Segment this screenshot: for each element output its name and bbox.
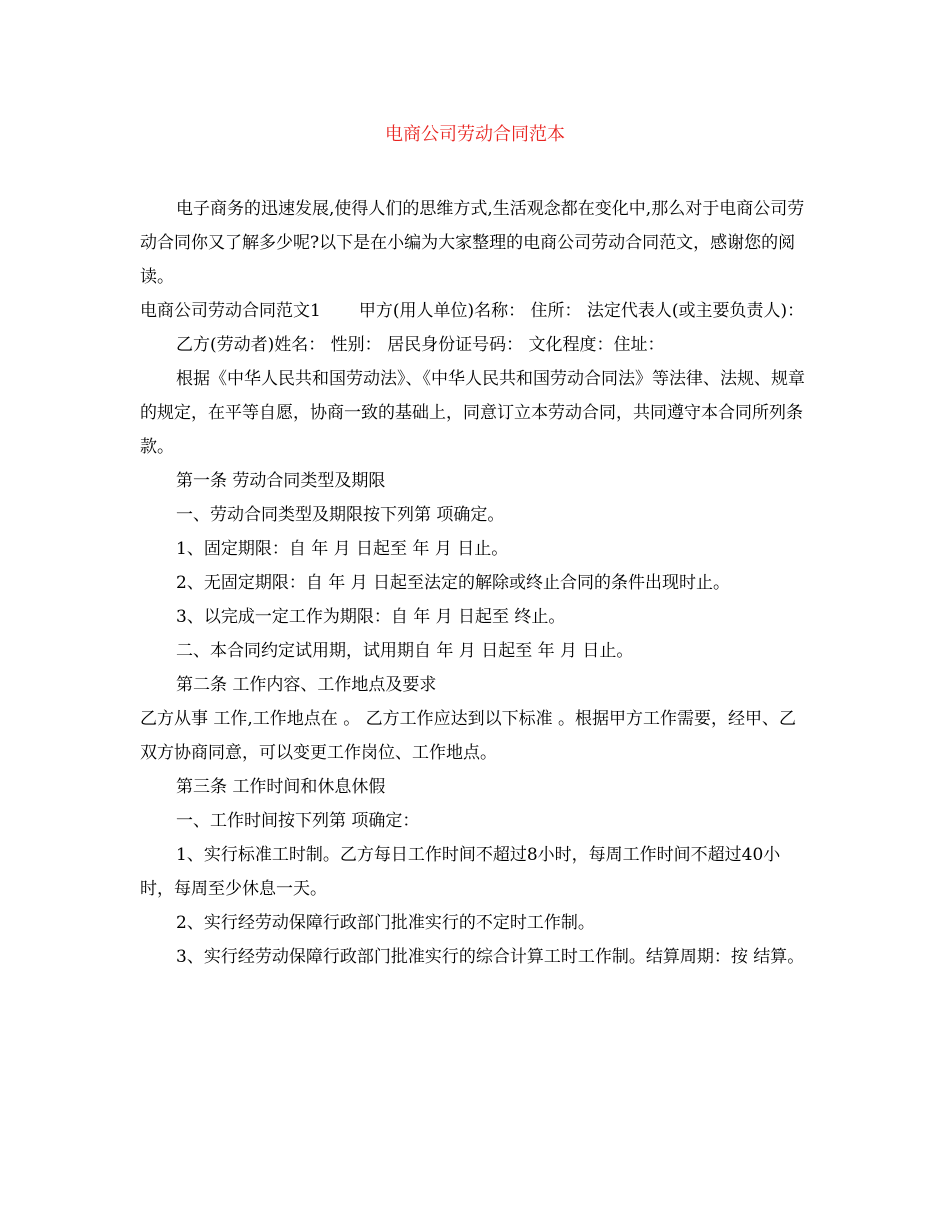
paragraph-sample-head xyxy=(140,294,810,328)
sample-heading: 电商公司劳动合同范文1 xyxy=(140,301,321,321)
article-3-item-1: 一、工作时间按下列第 项确定： xyxy=(176,811,420,831)
article-1-item-1: 一、劳动合同类型及期限按下列第 项确定。 xyxy=(176,505,505,525)
article-3-item-1-1: 1、实行标准工时制。乙方每日工作时间不超过8小时，每周工作时间不超过40小时，每周至少休息一天。 xyxy=(140,845,781,899)
article-3-heading: 第三条 工作时间和休息休假 xyxy=(176,777,386,797)
paragraph-basis: 根据《中华人民共和国劳动法》、《中华人民共和国劳动合同法》等法律、法规、规章的规定，在平等自愿，协商一致的基础上，同意订立本劳动合同，共同遵守本合同所列条款。 xyxy=(140,369,805,457)
paragraph-intro: 电子商务的迅速发展,使得人们的思维方式,生活观念都在变化中,那么对于电商公司劳动合同你又了解多少呢?以下是在小编为大家整理的电商公司劳动合同范文，感谢您的阅读。 xyxy=(140,199,805,287)
document-title: 电商公司劳动合同范本 xyxy=(385,124,565,145)
article-2-body: 乙方从事 工作,工作地点在 。 乙方工作应达到以下标准 。根据甲方工作需要，经甲、乙双方协商同意，可以变更工作岗位、工作地点。 xyxy=(140,709,797,763)
paragraph-party-b: 乙方(劳动者)姓名： 性别： 居民身份证号码： 文化程度：住址： xyxy=(176,335,665,355)
article-1-item-1-1: 1、固定期限：自 年 月 日起至 年 月 日止。 xyxy=(176,539,509,559)
party-a-fields: 甲方(用人单位)名称： 住所： 法定代表人(或主要负责人)： xyxy=(358,301,805,321)
article-1-item-1-2: 2、无固定期限：自 年 月 日起至法定的解除或终止合同的条件出现时止。 xyxy=(176,573,731,593)
article-1-item-1-3: 3、以完成一定工作为期限：自 年 月 日起至 终止。 xyxy=(176,607,566,627)
article-3-item-1-3: 3、实行经劳动保障行政部门批准实行的综合计算工时工作制。结算周期：按 结算。 xyxy=(176,947,805,967)
article-3-item-1-2: 2、实行经劳动保障行政部门批准实行的不定时工作制。 xyxy=(176,913,595,933)
article-1-heading: 第一条 劳动合同类型及期限 xyxy=(176,471,386,491)
article-1-item-2: 二、本合同约定试用期，试用期自 年 月 日起至 年 月 日止。 xyxy=(176,641,634,661)
document-body xyxy=(140,192,810,974)
article-2-heading: 第二条 工作内容、工作地点及要求 xyxy=(176,675,437,695)
